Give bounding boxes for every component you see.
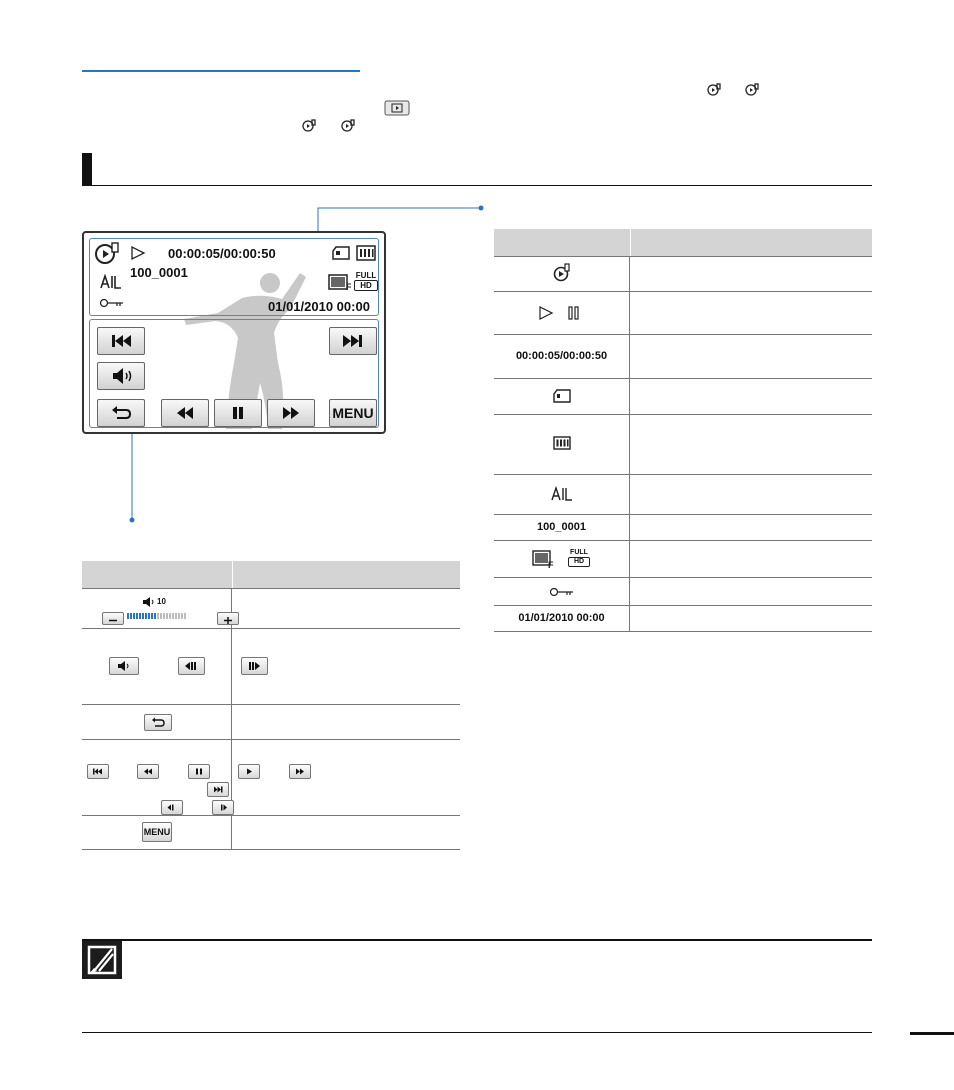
slow-forward-button[interactable] — [212, 800, 234, 815]
pause-button[interactable] — [188, 764, 210, 779]
page-number-bar — [910, 1032, 954, 1035]
fast-forward-button[interactable] — [267, 399, 315, 427]
table-row — [82, 589, 460, 629]
pause-status-icon — [566, 305, 582, 321]
speaker-icon — [142, 597, 156, 607]
resolution-icon — [354, 272, 378, 292]
time-code: 00:00:05/00:00:50 — [494, 335, 630, 378]
volume-bar — [127, 612, 187, 620]
volume-button[interactable] — [109, 657, 139, 675]
memory-card-icon — [552, 388, 572, 404]
table-row — [494, 257, 872, 292]
resolution-full-label: FULL — [355, 271, 377, 280]
quality-icon — [531, 549, 555, 569]
menu-button[interactable]: MENU — [329, 399, 377, 427]
date-time: 01/01/2010 00:00 — [268, 299, 370, 314]
table-row — [494, 541, 872, 578]
svg-text:F: F — [346, 282, 351, 291]
rewind-button[interactable] — [137, 764, 159, 779]
indicators-table — [494, 229, 872, 632]
fast-forward-button[interactable] — [289, 764, 311, 779]
play-status-icon — [538, 305, 554, 321]
table-row — [494, 606, 872, 632]
resolution-full-label: FULL — [570, 549, 588, 556]
resolution-hd-label: HD — [354, 280, 378, 291]
indicators-table-header — [494, 229, 872, 257]
note-rule — [82, 939, 872, 941]
controls-table — [82, 561, 460, 850]
battery-icon — [552, 435, 572, 451]
slow-rewind-button[interactable] — [178, 657, 205, 675]
table-row — [82, 705, 460, 740]
memory-card-icon — [331, 245, 351, 261]
battery-icon — [355, 244, 377, 262]
controls-table-header — [82, 561, 460, 589]
table-row — [494, 379, 872, 415]
play-option-icon — [99, 274, 123, 290]
resolution-icon — [568, 549, 590, 569]
svg-text:F: F — [548, 560, 554, 569]
table-row — [494, 578, 872, 606]
table-row — [82, 816, 460, 850]
rewind-button[interactable] — [161, 399, 209, 427]
movie-playback-mode-icon — [553, 263, 571, 283]
table-row — [494, 475, 872, 515]
slow-forward-button[interactable] — [241, 657, 268, 675]
volume-plus-button[interactable] — [217, 612, 239, 625]
skip-back-button[interactable] — [97, 327, 145, 355]
resolution-hd-label: HD — [568, 557, 590, 567]
volume-button[interactable] — [97, 362, 145, 390]
volume-level: 10 — [157, 597, 166, 606]
time-code: 00:00:05/00:00:50 — [168, 246, 276, 261]
file-name: 100_0001 — [494, 515, 630, 540]
quality-icon — [327, 273, 351, 291]
lcd-screen — [82, 231, 386, 434]
table-row — [494, 515, 872, 541]
skip-forward-button[interactable] — [329, 327, 377, 355]
table-row — [82, 740, 460, 816]
movie-playback-mode-icon — [95, 241, 121, 265]
slow-rewind-button[interactable] — [161, 800, 183, 815]
date-time: 01/01/2010 00:00 — [494, 606, 630, 631]
protect-icon — [549, 586, 575, 598]
play-button[interactable] — [238, 764, 260, 779]
footer-rule — [82, 1032, 872, 1033]
volume-minus-button[interactable] — [102, 612, 124, 625]
pause-button[interactable] — [214, 399, 262, 427]
return-button[interactable] — [144, 714, 172, 731]
skip-back-button[interactable] — [87, 764, 109, 779]
table-row — [82, 629, 460, 705]
protect-icon — [99, 297, 125, 309]
note-icon — [82, 941, 122, 979]
table-row — [494, 292, 872, 335]
play-option-icon — [550, 486, 574, 502]
file-name: 100_0001 — [130, 265, 188, 280]
return-button[interactable] — [97, 399, 145, 427]
skip-forward-button[interactable] — [207, 782, 229, 797]
table-row — [494, 415, 872, 475]
menu-button[interactable]: MENU — [142, 822, 172, 842]
play-status-icon — [130, 245, 146, 261]
table-row — [494, 335, 872, 379]
